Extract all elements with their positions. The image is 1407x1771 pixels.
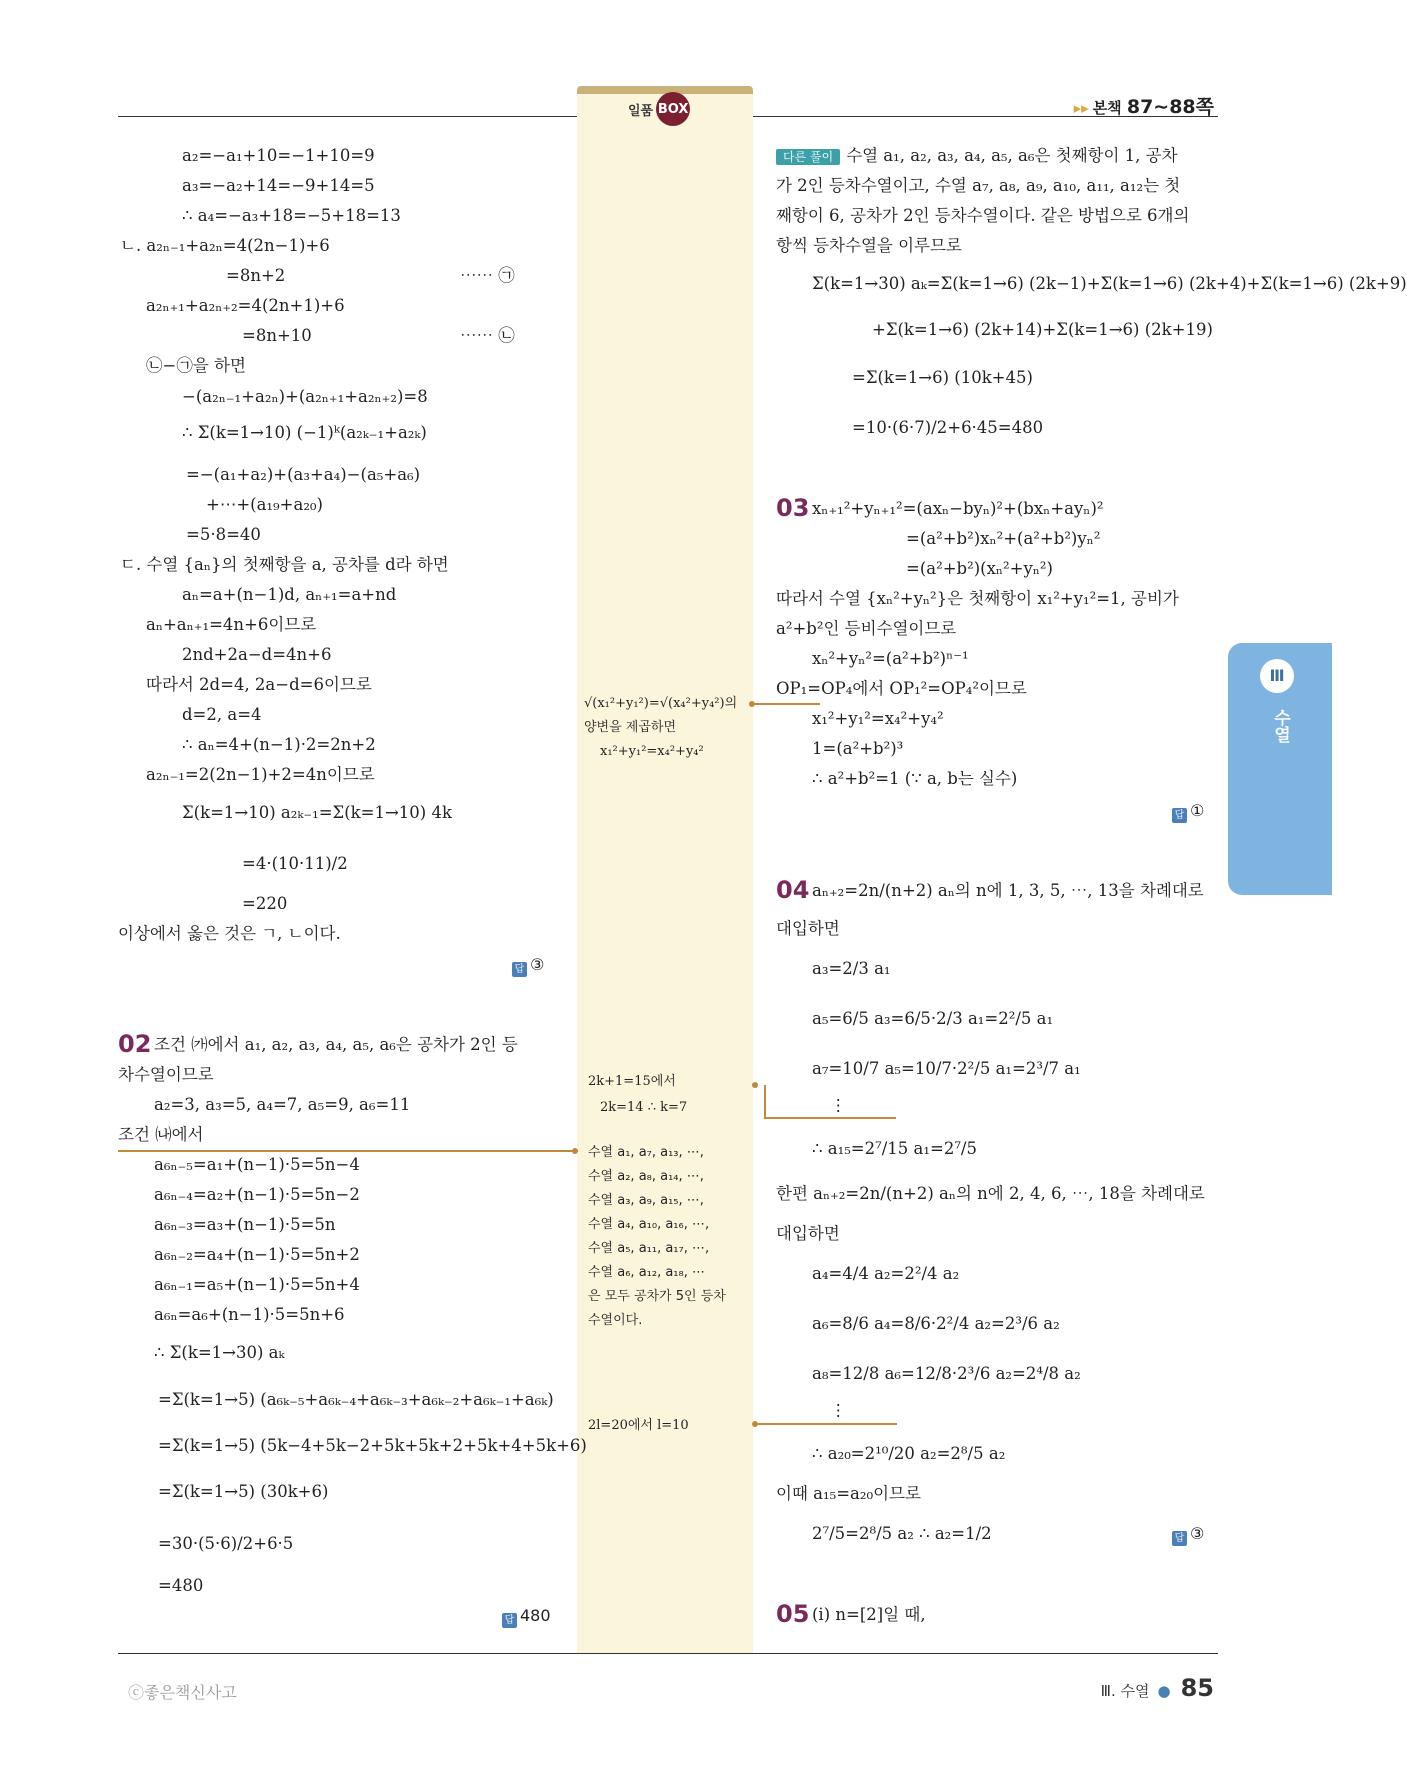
chapter-label: 수열 xyxy=(1270,709,1290,743)
connector-line xyxy=(764,1117,896,1119)
p04-line: 2⁷/5=2⁸/5 a₂ ∴ a₂=1/2 xyxy=(812,1524,992,1543)
p02-line: =Σ(k=1→5) (30k+6) xyxy=(158,1482,329,1501)
center-note-3: 수열 a₅, a₁₁, a₁₇, ⋯, xyxy=(588,1241,710,1256)
p04-line: a₅=6/5 a₃=6/5·2/3 a₁=2²/5 a₁ xyxy=(812,1009,1054,1028)
left-line: ∴ Σ(k=1→10) (−1)ᵏ(a₂ₖ₋₁+a₂ₖ) xyxy=(182,423,427,442)
p04-line: 이때 a₁₅=a₂₀이므로 xyxy=(776,1484,921,1503)
problem-02-number: 02 xyxy=(118,1030,152,1058)
p02-line: a₆ₙ₋₄=a₂+(n−1)·5=5n−2 xyxy=(154,1185,360,1204)
center-note-4: 2l=20에서 l=10 xyxy=(588,1418,689,1433)
answer-icon: 답 xyxy=(1172,1531,1187,1546)
center-note-3: 수열 a₆, a₁₂, a₁₈, ⋯ xyxy=(588,1265,705,1280)
ref-pages: 87∼88쪽 xyxy=(1126,96,1214,118)
alt-solution-line: Σ(k=1→30) aₖ=Σ(k=1→6) (2k−1)+Σ(k=1→6) (2k+4)+Σ(k=1→6) (2k+9) xyxy=(812,274,1407,293)
connector-dot xyxy=(572,1148,578,1154)
p03-line: =(a²+b²)(xₙ²+yₙ²) xyxy=(906,559,1053,578)
left-line: ∴ aₙ=4+(n−1)·2=2n+2 xyxy=(182,735,376,754)
left-line: aₙ+aₙ₊₁=4n+6이므로 xyxy=(146,615,317,634)
answer-3: 답 ① xyxy=(1172,801,1204,823)
left-line: =8n+10 xyxy=(242,326,312,345)
left-line: =220 xyxy=(242,894,288,913)
problem-03-number: 03 xyxy=(776,494,810,522)
p04-line: ⋮ xyxy=(830,1096,847,1115)
p02-line: a₂=3, a₃=5, a₄=7, a₅=9, a₆=11 xyxy=(154,1095,411,1114)
center-note-1: 양변을 제곱하면 xyxy=(584,720,677,735)
connector-dot xyxy=(752,1082,758,1088)
left-line: a₂ₙ₊₁+a₂ₙ₊₂=4(2n+1)+6 xyxy=(146,296,345,315)
p04-line: ⋮ xyxy=(830,1401,847,1420)
badge-circle: BOX xyxy=(656,92,690,126)
left-line: =8n+2 xyxy=(226,266,286,285)
p05-line: (i) n=[2]일 때, xyxy=(812,1605,926,1624)
chapter-tab[interactable] xyxy=(1228,643,1332,895)
p04-line: 한편 aₙ₊₂=2n/(n+2) aₙ의 n에 2, 4, 6, ⋯, 18을 차례대로 xyxy=(776,1184,1205,1203)
left-line: d=2, a=4 xyxy=(182,705,262,724)
p03-line: =(a²+b²)xₙ²+(a²+b²)yₙ² xyxy=(906,529,1101,548)
badge-prefix: 일품 xyxy=(628,103,654,119)
chapter-title: Ⅲ. 수열 xyxy=(1100,1682,1150,1700)
p03-line: ∴ a²+b²=1 (∵ a, b는 실수) xyxy=(812,769,1018,788)
p03-line: x₁²+y₁²=x₄²+y₄² xyxy=(812,709,944,728)
page-number: 85 xyxy=(1180,1674,1214,1702)
left-line: ㄷ. 수열 {aₙ}의 첫째항을 a, 공차를 d라 하면 xyxy=(120,555,449,574)
page-reference xyxy=(1074,92,1214,119)
alt-solution-line: =Σ(k=1→6) (10k+45) xyxy=(852,368,1033,387)
left-line: =−(a₁+a₂)+(a₃+a₄)−(a₅+a₆) xyxy=(186,465,421,484)
p02-line: 조건 ㈎에서 a₁, a₂, a₃, a₄, a₅, a₆은 공차가 2인 등 xyxy=(154,1035,518,1054)
left-line: ∴ a₄=−a₃+18=−5+18=13 xyxy=(182,206,401,225)
p02-line: a₆ₙ₋₁=a₅+(n−1)·5=5n+4 xyxy=(154,1275,360,1294)
alt-solution-line: 다른 풀이 수열 a₁, a₂, a₃, a₄, a₅, a₆은 첫째항이 1, 공차 xyxy=(776,148,1178,165)
p04-line: a₃=2/3 a₁ xyxy=(812,959,891,978)
alt-solution-line: 항씩 등차수열을 이루므로 xyxy=(776,236,962,255)
center-note-2: 2k+1=15에서 xyxy=(588,1074,676,1089)
ilpum-box-badge xyxy=(628,92,690,126)
left-line: Σ(k=1→10) a₂ₖ₋₁=Σ(k=1→10) 4k xyxy=(182,803,452,822)
alt-solution-line: 째항이 6, 공차가 2인 등차수열이다. 같은 방법으로 6개의 xyxy=(776,206,1190,225)
left-line: a₂=−a₁+10=−1+10=9 xyxy=(182,146,375,165)
p04-line: ∴ a₂₀=2¹⁰/20 a₂=2⁸/5 a₂ xyxy=(812,1444,1006,1463)
p03-line: OP₁=OP₄에서 OP₁²=OP₄²이므로 xyxy=(776,679,1027,698)
p02-line: =30·(5·6)/2+6·5 xyxy=(158,1534,294,1553)
left-line: aₙ=a+(n−1)d, aₙ₊₁=a+nd xyxy=(182,585,397,604)
alt-solution-line: =10·(6·7)/2+6·45=480 xyxy=(852,418,1044,437)
p02-line: 차수열이므로 xyxy=(118,1065,214,1084)
center-note-3: 수열이다. xyxy=(588,1313,643,1328)
p04-line: a₆=8/6 a₄=8/6·2²/4 a₂=2³/6 a₂ xyxy=(812,1314,1060,1333)
p04-line: a₈=12/8 a₆=12/8·2³/6 a₂=2⁴/8 a₂ xyxy=(812,1364,1081,1383)
problem-05-number: 05 xyxy=(776,1600,810,1628)
left-line: −(a₂ₙ₋₁+a₂ₙ)+(a₂ₙ₊₁+a₂ₙ₊₂)=8 xyxy=(182,387,428,406)
separator-dot: ● xyxy=(1157,1682,1171,1700)
left-line: =5·8=40 xyxy=(186,525,261,544)
alt-solution-line: +Σ(k=1→6) (2k+14)+Σ(k=1→6) (2k+19) xyxy=(872,320,1213,339)
alt-solution-line: 가 2인 등차수열이고, 수열 a₇, a₈, a₉, a₁₀, a₁₁, a₁₂는 첫 xyxy=(776,176,1181,195)
connector-line xyxy=(752,703,820,705)
connector-line xyxy=(118,1150,578,1152)
copyright: ⓒ좋은책신사고 xyxy=(128,1683,237,1702)
p03-line: xₙ²+yₙ²=(a²+b²)ⁿ⁻¹ xyxy=(812,649,969,668)
equation-mark: ⋯⋯ ㉠ xyxy=(460,266,515,285)
connector-line xyxy=(764,1085,766,1118)
bottom-rule xyxy=(118,1653,1218,1654)
p02-line: =480 xyxy=(158,1576,204,1595)
p02-line: =Σ(k=1→5) (5k−4+5k−2+5k+5k+2+5k+4+5k+6) xyxy=(158,1436,587,1455)
center-note-3: 수열 a₄, a₁₀, a₁₆, ⋯, xyxy=(588,1217,710,1232)
left-line: ㉡−㉠을 하면 xyxy=(146,356,246,375)
page-footer xyxy=(1101,1674,1214,1702)
answer-1: 답 ③ xyxy=(512,955,544,977)
p04-line: aₙ₊₂=2n/(n+2) aₙ의 n에 1, 3, 5, ⋯, 13을 차례대로 xyxy=(812,881,1204,900)
ref-label: 본책 xyxy=(1092,99,1122,117)
center-note-1: √(x₁²+y₁²)=√(x₄²+y₄²)의 xyxy=(584,696,738,711)
p03-line: xₙ₊₁²+yₙ₊₁²=(axₙ−byₙ)²+(bxₙ+ayₙ)² xyxy=(812,499,1104,518)
center-note-3: 수열 a₁, a₇, a₁₃, ⋯, xyxy=(588,1145,704,1160)
answer-icon: 답 xyxy=(502,1613,517,1628)
p03-line: 따라서 수열 {xₙ²+yₙ²}은 첫째항이 x₁²+y₁²=1, 공비가 xyxy=(776,589,1179,608)
p04-line: 대입하면 xyxy=(776,1224,840,1243)
problem-04-number: 04 xyxy=(776,876,810,904)
alt-solution-tag: 다른 풀이 xyxy=(776,149,840,165)
p04-line: ∴ a₁₅=2⁷/15 a₁=2⁷/5 xyxy=(812,1139,977,1158)
p02-line: a₆ₙ₋₃=a₃+(n−1)·5=5n xyxy=(154,1215,336,1234)
left-line: 이상에서 옳은 것은 ㄱ, ㄴ이다. xyxy=(118,924,341,943)
center-note-3: 수열 a₂, a₈, a₁₄, ⋯, xyxy=(588,1169,704,1184)
equation-mark: ⋯⋯ ㉡ xyxy=(460,326,515,345)
left-line: a₃=−a₂+14=−9+14=5 xyxy=(182,176,375,195)
center-note-3: 수열 a₃, a₉, a₁₅, ⋯, xyxy=(588,1193,704,1208)
p04-line: 대입하면 xyxy=(776,919,840,938)
left-line: 2nd+2a−d=4n+6 xyxy=(182,645,332,664)
p02-line: 조건 ㈏에서 xyxy=(118,1125,204,1144)
p02-line: a₆ₙ=a₆+(n−1)·5=5n+6 xyxy=(154,1305,345,1324)
chapter-number: Ⅲ xyxy=(1260,659,1294,693)
p03-line: a²+b²인 등비수열이므로 xyxy=(776,619,957,638)
p03-line: 1=(a²+b²)³ xyxy=(812,739,904,758)
answer-2: 답 480 xyxy=(502,1606,551,1628)
p02-line: ∴ Σ(k=1→30) aₖ xyxy=(154,1343,285,1362)
answer-icon: 답 xyxy=(512,962,527,977)
p02-line: =Σ(k=1→5) (a₆ₖ₋₅+a₆ₖ₋₄+a₆ₖ₋₃+a₆ₖ₋₂+a₆ₖ₋₁+a₆ₖ) xyxy=(158,1390,554,1409)
answer-icon: 답 xyxy=(1172,808,1187,823)
left-line: =4·(10·11)/2 xyxy=(242,854,348,873)
center-note-3: 은 모두 공차가 5인 등차 xyxy=(588,1289,726,1304)
left-line: a₂ₙ₋₁=2(2n−1)+2=4n이므로 xyxy=(146,765,375,784)
answer-4: 답 ③ xyxy=(1172,1524,1204,1546)
connector-line xyxy=(755,1423,897,1425)
center-note-2: 2k=14 ∴ k=7 xyxy=(600,1100,688,1115)
p02-line: a₆ₙ₋₂=a₄+(n−1)·5=5n+2 xyxy=(154,1245,360,1264)
center-note-1: x₁²+y₁²=x₄²+y₄² xyxy=(600,744,704,759)
left-line: 따라서 2d=4, 2a−d=6이므로 xyxy=(146,675,372,694)
left-line: ㄴ. a₂ₙ₋₁+a₂ₙ=4(2n−1)+6 xyxy=(120,236,330,255)
p02-line: a₆ₙ₋₅=a₁+(n−1)·5=5n−4 xyxy=(154,1155,360,1174)
p04-line: a₇=10/7 a₅=10/7·2²/5 a₁=2³/7 a₁ xyxy=(812,1059,1081,1078)
double-arrow-icon: ▸▸ xyxy=(1073,99,1089,117)
p04-line: a₄=4/4 a₂=2²/4 a₂ xyxy=(812,1264,960,1283)
left-line: +⋯+(a₁₉+a₂₀) xyxy=(206,495,323,514)
